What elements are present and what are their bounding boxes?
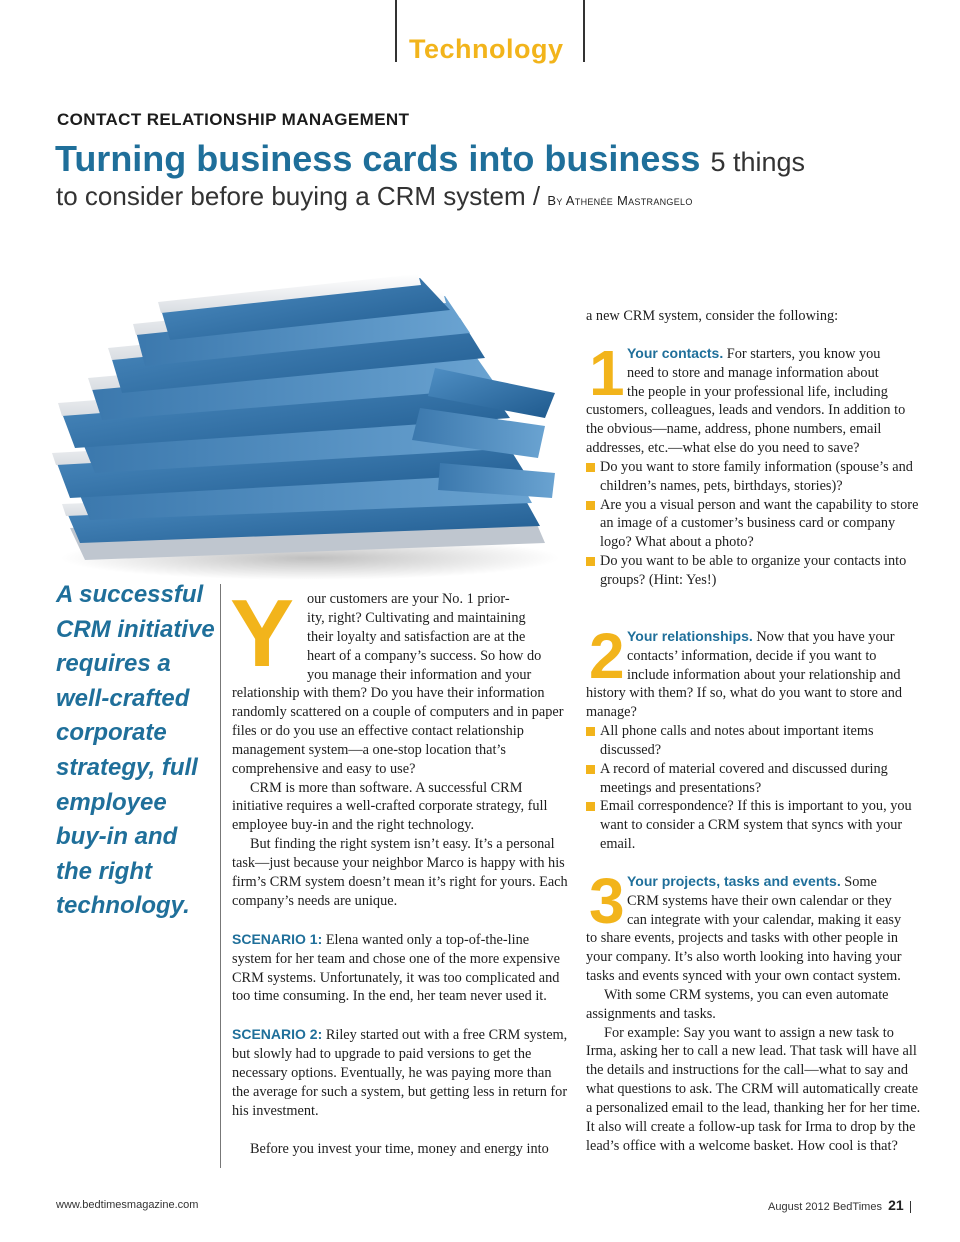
bullet-text: Do you want to be able to organize your contacts into groups? (Hint: Yes!)	[600, 553, 907, 589]
headline-main: Turning business cards into business	[55, 138, 701, 179]
footer-date: August 2012	[768, 1201, 830, 1213]
business-cards-photo	[40, 258, 560, 580]
item-3-number: 3	[589, 865, 625, 937]
bullet-square-icon	[586, 557, 595, 566]
item-2-body	[586, 684, 926, 854]
article-headline	[55, 138, 805, 180]
bullet-item	[586, 722, 926, 760]
tab-rule-right	[583, 0, 585, 62]
item-2-rest: history with them? If so, what do you want to store and manage?	[586, 685, 903, 720]
bullet-item	[586, 552, 926, 590]
item-2-line: include information about your relationship and	[627, 666, 901, 683]
footer-rule	[910, 1201, 911, 1213]
column-divider	[220, 584, 221, 1168]
tab-rule-left	[395, 0, 397, 62]
scenario-2	[232, 1025, 572, 1121]
byline: By Athenée Mastrangelo	[547, 193, 693, 208]
intro-line: our customers are your No. 1 prior-	[307, 591, 510, 607]
item-1-lines	[627, 344, 927, 402]
item-1-rest: customers, colleagues, leads and vendors. In addition to the obvious—name, address, phone numbers, email addresses, etc.—what else do you need to save?	[586, 402, 906, 456]
right-column-lead: a new CRM system, consider the following:	[586, 308, 839, 324]
intro-drop-lines	[307, 590, 562, 685]
bullet-item	[586, 458, 926, 496]
bullet-square-icon	[586, 765, 595, 774]
item-3-first-line	[627, 872, 927, 892]
closing-line: Before you invest your time, money and energy into	[250, 1140, 549, 1157]
item-2-line: Now that you have your	[756, 629, 895, 645]
scenario-1-text: Elena wanted only a top-of-the-line system for her team and chose one of the more expensive CRM systems. Unfortunately, it was too complicated and too time consuming. In the end, her team never used it.	[232, 931, 560, 1005]
bullet-square-icon	[586, 802, 595, 811]
item-3-body	[586, 929, 926, 1156]
paragraph: For example: Say you want to assign a new task to Irma, asking her to call a new lead. That task will have all the details and instructions for the call—what to say and what questions to ask. The CRM will automatically create a personalized email to the lead, thanking her for her time. It also will create a follow-up task for Irma to drop by the lead’s office with a welcome basket. How cool is that?	[586, 1024, 921, 1154]
item-2-lines	[627, 627, 927, 685]
bullet-text: All phone calls and notes about important items discussed?	[600, 722, 874, 758]
bullet-item	[586, 797, 926, 854]
scenario-1	[232, 930, 572, 1007]
middle-column-body	[232, 684, 572, 1159]
scenario-2-label: SCENARIO 2:	[232, 1026, 323, 1043]
bullet-square-icon	[586, 727, 595, 736]
bullet-text: Email correspondence? If this is important to you, you want to consider a CRM system that syncs with your email.	[600, 798, 912, 853]
scenario-1-label: SCENARIO 1:	[232, 930, 323, 947]
intro-line: ity, right? Cultivating and maintaining	[307, 609, 526, 626]
paragraph: With some CRM systems, you can even automate assignments and tasks.	[586, 986, 889, 1022]
item-3-line: can integrate with your calendar, making it easy	[627, 911, 902, 928]
item-1-line: For starters, you know you	[726, 346, 881, 362]
paragraph: CRM is more than software. A successful CRM initiative requires a well-crafted corporate strategy, full employee buy-in and the right technology.	[232, 779, 548, 834]
bullet-square-icon	[586, 463, 595, 472]
bullet-text: Do you want to store family information (spouse’s and children’s names, pets, birthdays, stories)?	[600, 458, 913, 494]
footer-magazine: BedTimes	[832, 1201, 882, 1213]
intro-paragraph-rest: relationship with them? Do you have their information randomly scattered on a couple of computers and in paper files or do you use an effective contact relationship management system—a one-stop location that’s comprehensive and easy to use?	[232, 685, 564, 777]
item-3-line: Some	[844, 874, 877, 890]
intro-line: you manage their information and your	[307, 666, 532, 683]
bullet-text: Are you a visual person and want the capability to store an image of a customer’s business card or company logo? What about a photo?	[600, 496, 919, 551]
item-1-line: the people in your professional life, including	[627, 383, 888, 400]
item-1-number: 1	[589, 337, 625, 409]
footer-issue	[768, 1197, 911, 1213]
drop-cap-y: Y	[230, 580, 295, 687]
paragraph: But finding the right system isn’t easy. It’s a personal task—just because your neighbor Marco is happy with his firm’s CRM system doesn’t mean it’s right for yours. Each company’s needs are unique.	[232, 836, 568, 909]
item-2-number: 2	[589, 620, 625, 692]
article-kicker: CONTACT RELATIONSHIP MANAGEMENT	[57, 110, 410, 129]
bullet-item	[586, 496, 926, 553]
bullet-item	[586, 760, 926, 798]
item-3-lines	[627, 872, 927, 930]
scenario-2-text: Riley started out with a free CRM system, but slowly had to upgrade to paid versions to get the necessary options. Eventually, he was paying more than the average for such a system, but getting less in return for his investment.	[232, 1027, 568, 1119]
item-1-first-line	[627, 344, 927, 364]
item-1-line: need to store and manage information about	[627, 364, 879, 381]
item-3-line: CRM systems have their own calendar or they	[627, 892, 892, 909]
footer-url: www.bedtimesmagazine.com	[56, 1199, 199, 1211]
pull-quote: A successful CRM initiative requires a well-crafted corporate strategy, full employee buy-in and the right technology.	[56, 581, 215, 920]
bullet-square-icon	[586, 501, 595, 510]
item-3-heading: Your projects, tasks and events.	[627, 873, 841, 889]
bullet-text: A record of material covered and discussed during meetings and presentations?	[600, 760, 888, 796]
item-3-rest: to share events, projects and tasks with other people in your company. It’s also worth looking into having your tasks and events synced with your own contact system.	[586, 930, 902, 984]
item-2-line: contacts’ information, decide if you want to	[627, 647, 877, 664]
section-label: Technology	[409, 34, 564, 64]
item-1-heading: Your contacts.	[627, 345, 724, 361]
subline-text: to consider before buying a CRM system /	[56, 181, 541, 211]
page-number: 21	[888, 1197, 904, 1213]
intro-line: heart of a company’s success. So how do	[307, 647, 542, 664]
article-subline	[56, 181, 693, 212]
item-2-first-line	[627, 627, 927, 647]
item-1-body	[586, 401, 926, 590]
intro-line: their loyalty and satisfaction are at the	[307, 628, 526, 645]
headline-rest: 5 things	[710, 147, 806, 177]
item-2-heading: Your relationships.	[627, 628, 753, 644]
